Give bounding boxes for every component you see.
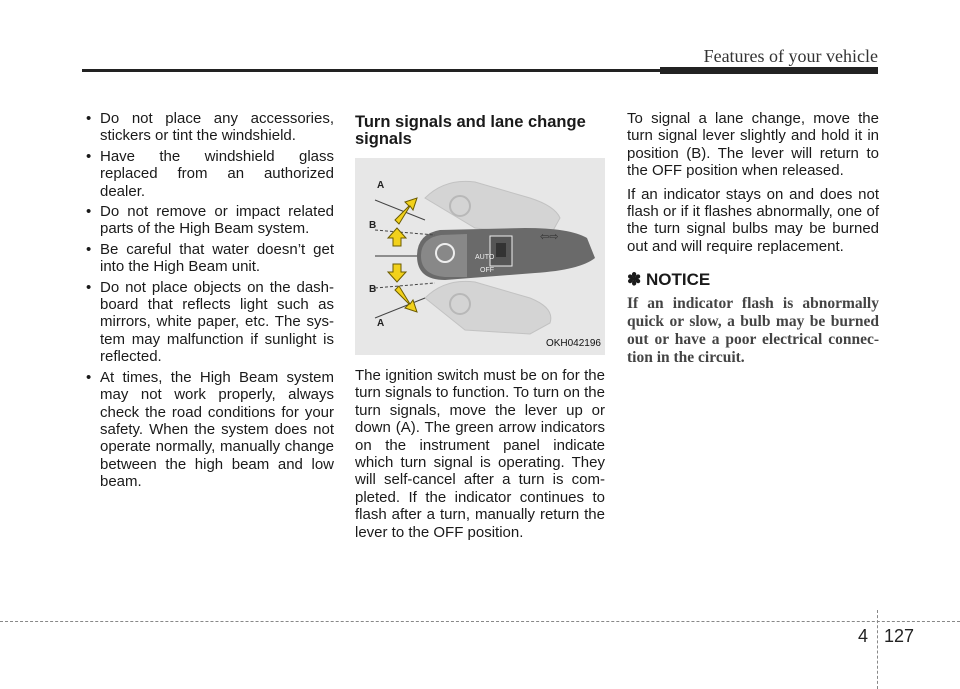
guide-line-a-down xyxy=(375,298,425,318)
list-item: • Do not place any accessories, stickers or tint the windshield. xyxy=(86,110,334,145)
column-right xyxy=(627,110,879,367)
indicator-paragraph: If an indicator stays on and does not flash or if it flashes abnormally, one of the turn signal bulbs may be burned out and will require replacement. xyxy=(627,185,879,255)
auto-label: AUTO xyxy=(475,254,495,261)
list-item: • At times, the High Beam system may not work properly, always check the road conditions for your safety. When the system does not operate normally, manually change between the high beam and low beam. xyxy=(86,368,334,491)
lane-change-paragraph: To signal a lane change, move the turn signal lever slightly and hold it in position (B). The lever will return to the OFF position when released. xyxy=(627,110,879,180)
label-b-bottom: B xyxy=(369,284,377,295)
label-b-top: B xyxy=(369,220,377,231)
section-heading: Turn signals and lane change signals xyxy=(355,113,586,148)
figure-code: OKH042196 xyxy=(545,337,601,349)
caution-list xyxy=(84,110,334,491)
turn-signal-figure xyxy=(355,158,605,355)
column-middle xyxy=(355,110,605,547)
list-item: • Be careful that water doesn’t get into the High Beam unit. xyxy=(86,240,334,276)
list-item: • Do not remove or impact related parts of the High Beam system. xyxy=(86,203,334,238)
lever-ghost-upper xyxy=(425,181,560,236)
list-item: • Have the windshield glass replaced from an authorized dealer. xyxy=(86,147,334,200)
header-rule xyxy=(82,69,660,72)
arrow-down-partial-icon xyxy=(388,264,406,282)
label-a-top: A xyxy=(377,180,385,191)
guide-line-b-up xyxy=(375,230,435,235)
lever-ghost-lower xyxy=(425,281,551,334)
arrow-down-full-icon xyxy=(395,286,417,312)
list-item: • Do not place objects on the dash-board that reflects light such as mirrors, white paper, etc. The sys-tem may malfunction if sunlight is reflected. xyxy=(86,278,334,366)
chapter-number: 4 xyxy=(858,626,869,646)
lever-tip xyxy=(421,234,467,277)
arrow-up-full-icon xyxy=(395,198,417,224)
notice-heading: ✽ NOTICE xyxy=(627,270,711,290)
section-title: Features of your vehicle xyxy=(703,46,878,66)
guide-line-b-down xyxy=(375,283,435,288)
column-left xyxy=(84,110,334,494)
header-rule-accent xyxy=(660,67,878,74)
notice-text: If an indicator flash is abnormally quick or slow, a bulb may be burned out or have a poor electrical connec-tion in the circuit. xyxy=(627,294,879,366)
turn-signal-paragraph: The ignition switch must be on for the turn signals to function. To turn on the turn signals, move the lever up or down (A). The green arrow indicators on the instrument panel indicate which turn signal is operating. They will self-cancel after a turn is com-pleted. If the indicator continues to flash after a turn, manually return the lever to the OFF position. xyxy=(355,367,605,541)
lever-dial-knob xyxy=(496,243,506,257)
page-number: 127 xyxy=(884,626,915,646)
turn-signal-icon: ⇦⇨ xyxy=(540,230,559,243)
arrow-up-partial-icon xyxy=(388,228,406,246)
footer-rule xyxy=(0,621,960,622)
turn-signal-lever-illustration xyxy=(355,158,605,355)
label-a-bottom: A xyxy=(377,318,385,329)
footer-separator xyxy=(877,610,878,689)
off-label: OFF xyxy=(480,267,494,274)
